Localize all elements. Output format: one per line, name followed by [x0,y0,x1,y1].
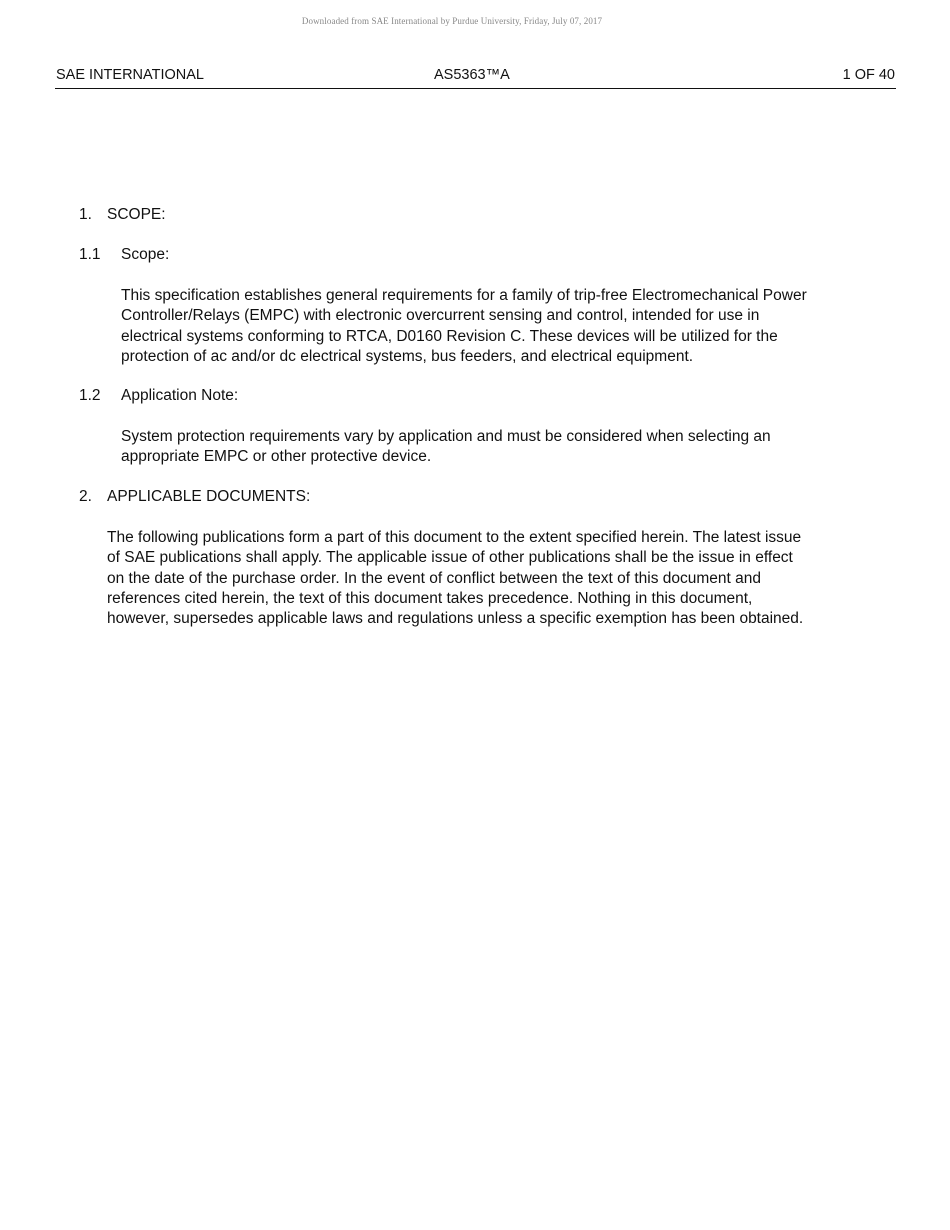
paragraph-line: of SAE publications shall apply. The applicable issue of other publications shall be the issue in effect [107,549,793,567]
section-2-heading: APPLICABLE DOCUMENTS: [107,488,311,505]
section-1-1-paragraph [121,286,807,367]
header-page-number: 1 OF 40 [842,67,895,83]
section-1-2-heading: Application Note: [121,387,239,404]
paragraph-line: System protection requirements vary by application and must be considered when selecting an [121,428,771,445]
section-2-paragraph [107,528,803,629]
section-1-2-number: 1.2 [79,387,101,404]
section-1-number: 1. [79,206,92,223]
section-1-heading: SCOPE: [107,206,166,223]
paragraph-line: This specification establishes general requirements for a family of trip-free Electromechanical Power [121,287,807,304]
section-1-1-heading: Scope: [121,246,170,263]
paragraph-line: electrical systems conforming to RTCA, D0160 Revision C. These devices will be utilized for the [121,327,778,345]
header-organization: SAE INTERNATIONAL [56,67,204,83]
section-1-2-paragraph [121,427,771,468]
paragraph-line: references cited herein, the text of this document takes precedence. Nothing in this document, [107,589,753,607]
paragraph-line: protection of ac and/or dc electrical systems, bus feeders, and electrical equipment. [121,347,694,365]
page-header [55,66,896,89]
header-document-id: AS5363™A [434,67,510,83]
paragraph-line: appropriate EMPC or other protective device. [121,448,432,466]
download-watermark: Downloaded from SAE International by Purdue University, Friday, July 07, 2017 [301,16,603,26]
paragraph-line: Controller/Relays (EMPC) with electronic overcurrent sensing and control, intended for use in [121,307,760,325]
paragraph-line: The following publications form a part of this document to the extent specified herein. The latest issue [107,529,802,546]
section-1-1-number: 1.1 [79,246,101,263]
paragraph-line: however, supersedes applicable laws and regulations unless a specific exemption has been obtained. [107,610,804,628]
section-2-number: 2. [79,488,92,505]
paragraph-line: on the date of the purchase order. In the event of conflict between the text of this document and [107,569,762,587]
